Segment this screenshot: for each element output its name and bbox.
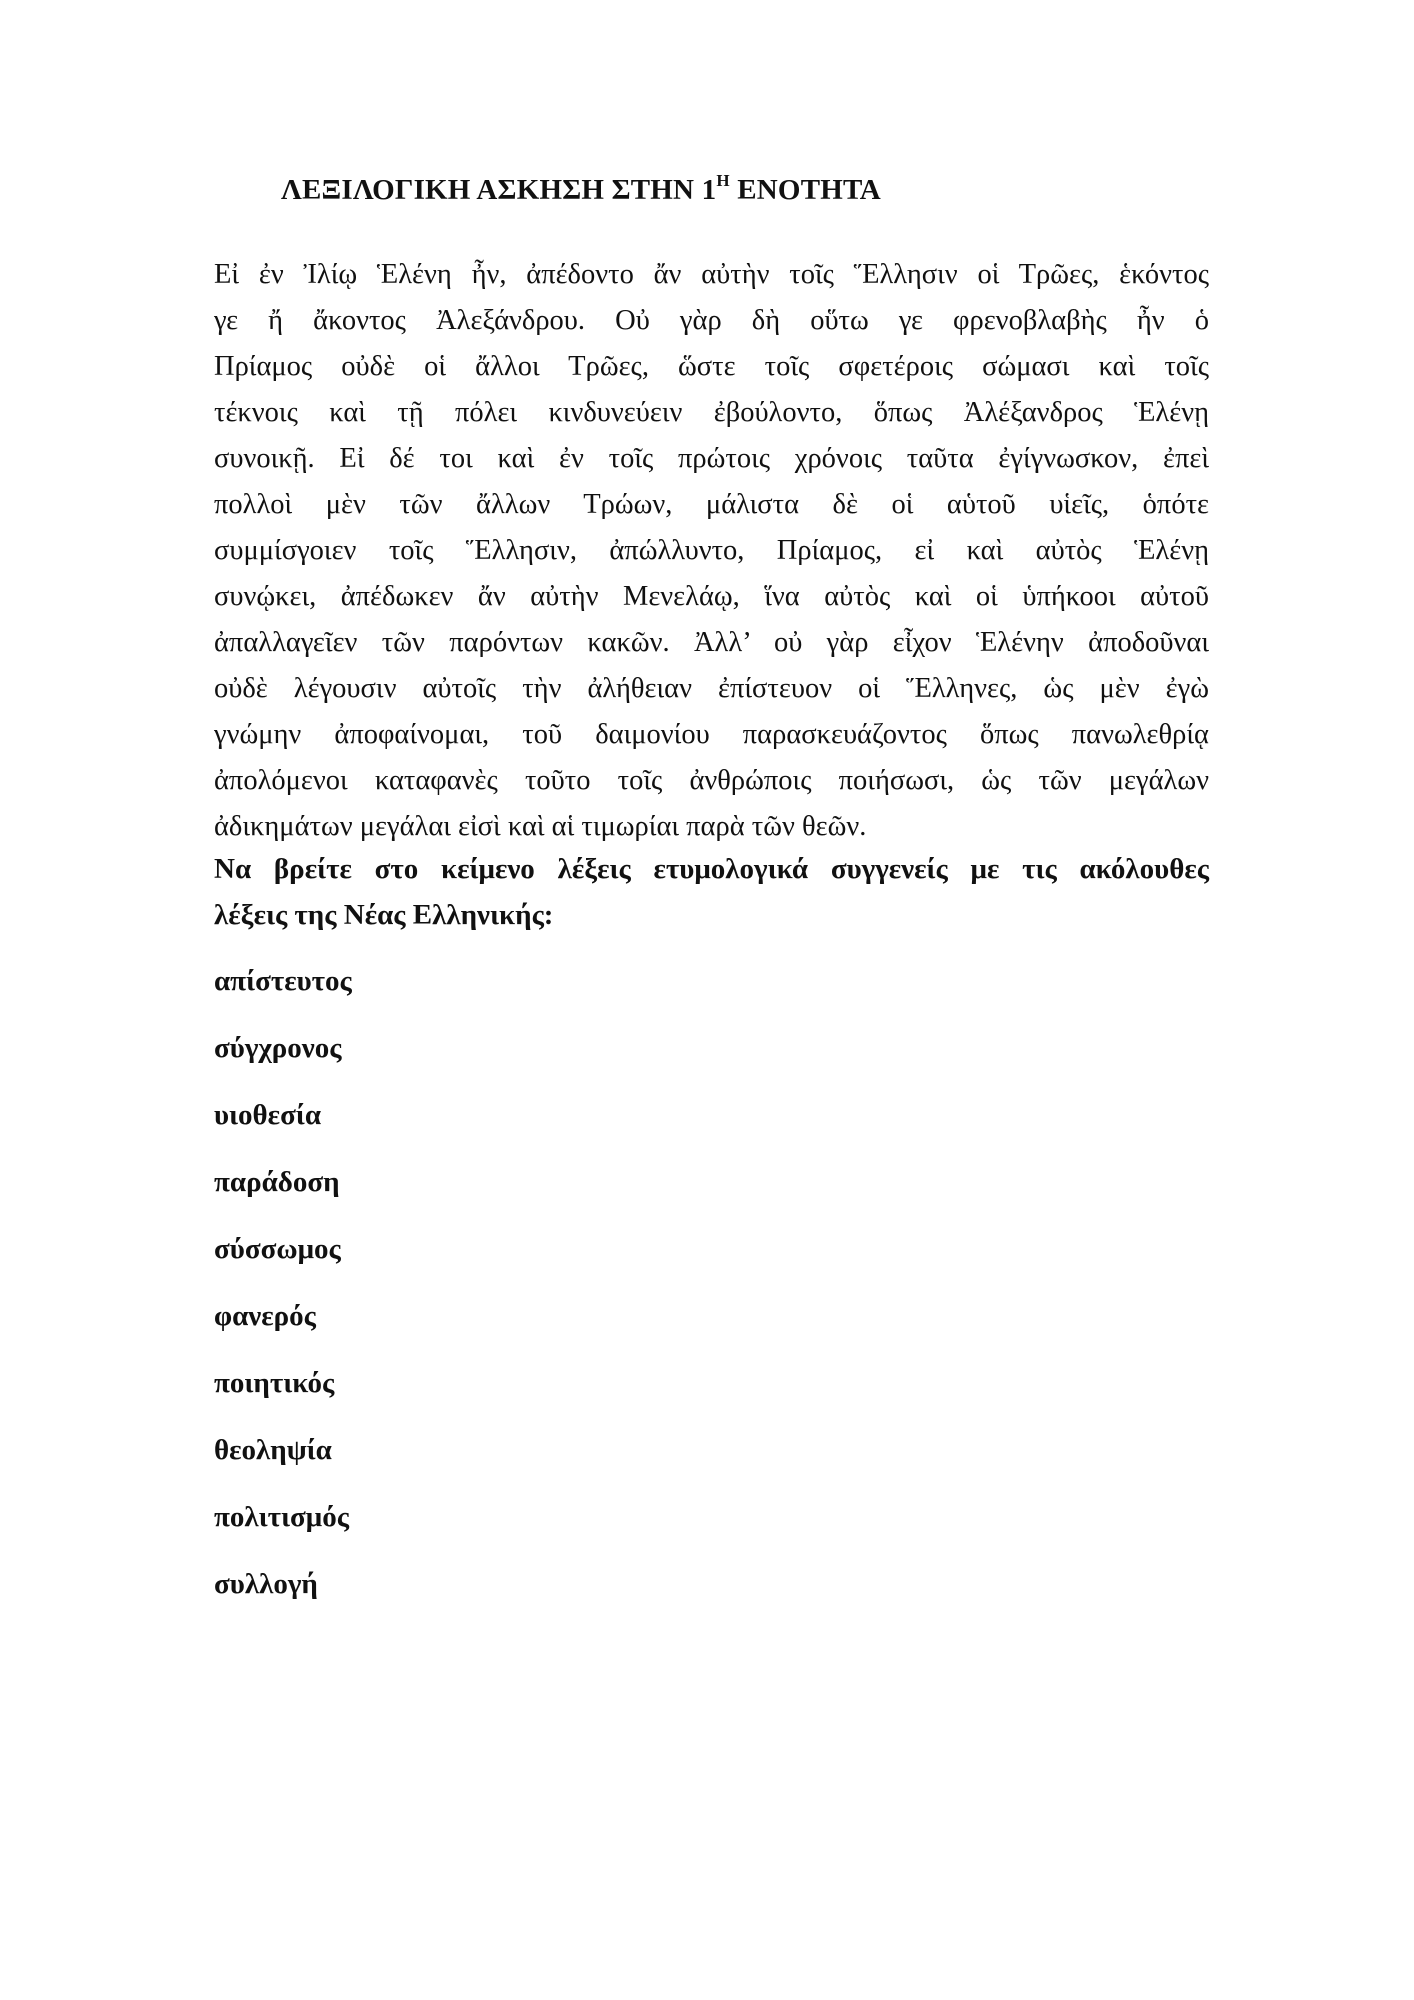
list-item: φανερός bbox=[214, 1300, 316, 1332]
passage-line: γνώμην ἀποφαίνομαι, τοῦ δαιμονίου παρασκευάζοντος ὅπως πανωλεθρίᾳ bbox=[214, 719, 1209, 750]
passage-line: γε ἤ ἄκοντος Ἀλεξάνδρου. Οὐ γὰρ δὴ οὕτω γε φρενοβλαβὴς ἦν ὁ bbox=[214, 305, 1209, 336]
word-list bbox=[214, 958, 352, 1628]
title-rest: ΕΝΟΤΗΤΑ bbox=[729, 174, 881, 206]
passage-line: οὐδὲ λέγουσιν αὐτοῖς τὴν ἀλήθειαν ἐπίστευον οἱ Ἕλληνες, ὡς μὲν ἐγὼ bbox=[214, 673, 1209, 704]
list-item: πολιτισμός bbox=[214, 1501, 349, 1533]
list-item: απίστευτος bbox=[214, 965, 352, 997]
page-title bbox=[281, 171, 881, 207]
passage-line: πολλοὶ μὲν τῶν ἄλλων Τρώων, μάλιστα δὲ οἱ αὑτοῦ υἱεῖς, ὁπότε bbox=[214, 489, 1209, 520]
instruction-line: Να βρείτε στο κείμενο λέξεις ετυμολογικά συγγενείς με τις ακόλουθες bbox=[214, 853, 1209, 885]
ancient-greek-passage bbox=[214, 252, 1209, 850]
title-superscript: Η bbox=[716, 171, 730, 190]
passage-line: Πρίαμος οὐδὲ οἱ ἄλλοι Τρῶες, ὥστε τοῖς σφετέροις σώμασι καὶ τοῖς bbox=[214, 351, 1209, 382]
passage-line: Εἰ ἐν Ἰλίῳ Ἑλένη ἦν, ἀπέδοντο ἄν αὐτὴν τοῖς Ἕλλησιν οἱ Τρῶες, ἑκόντος bbox=[214, 259, 1209, 290]
passage-line: ἀπαλλαγεῖεν τῶν παρόντων κακῶν. Ἀλλ’ οὐ γὰρ εἶχον Ἑλένην ἀποδοῦναι bbox=[214, 627, 1209, 658]
exercise-instruction bbox=[214, 846, 1209, 938]
passage-line: ἀπολόμενοι καταφανὲς τοῦτο τοῖς ἀνθρώποις ποιήσωσι, ὡς τῶν μεγάλων bbox=[214, 765, 1209, 796]
list-item: ποιητικός bbox=[214, 1367, 335, 1399]
passage-line: συνοικῇ. Εἰ δέ τοι καὶ ἐν τοῖς πρώτοις χρόνοις ταῦτα ἐγίγνωσκον, ἐπεὶ bbox=[214, 443, 1209, 474]
list-item: θεοληψία bbox=[214, 1434, 332, 1466]
instruction-line: λέξεις της Νέας Ελληνικής: bbox=[214, 899, 554, 931]
title-main: ΛΕΞΙΛΟΓΙΚΗ ΑΣΚΗΣΗ ΣΤΗΝ 1 bbox=[281, 174, 717, 206]
list-item: σύσσωμος bbox=[214, 1233, 341, 1265]
list-item: παράδοση bbox=[214, 1166, 340, 1198]
passage-line: συμμίσγοιεν τοῖς Ἕλλησιν, ἀπώλλυντο, Πρίαμος, εἰ καὶ αὐτὸς Ἑλένῃ bbox=[214, 535, 1209, 566]
passage-line: ἀδικημάτων μεγάλαι εἰσὶ καὶ αἱ τιμωρίαι παρὰ τῶν θεῶν. bbox=[214, 811, 867, 842]
list-item: σύγχρονος bbox=[214, 1032, 342, 1064]
passage-line: τέκνοις καὶ τῇ πόλει κινδυνεύειν ἐβούλοντο, ὅπως Ἀλέξανδρος Ἑλένῃ bbox=[214, 397, 1209, 428]
list-item: υιοθεσία bbox=[214, 1099, 322, 1131]
passage-line: συνῴκει, ἀπέδωκεν ἄν αὐτὴν Μενελάῳ, ἵνα αὐτὸς καὶ οἱ ὑπήκοοι αὐτοῦ bbox=[214, 581, 1209, 612]
list-item: συλλογή bbox=[214, 1568, 318, 1600]
